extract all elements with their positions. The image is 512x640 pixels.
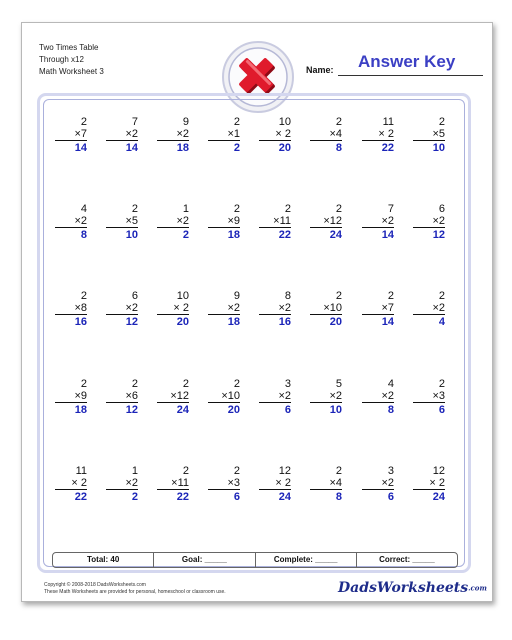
problem-multiplicand: 10 (278, 116, 291, 128)
problem-answer: 6 (438, 404, 445, 416)
problem-answer: 10 (432, 142, 445, 154)
problem-multiplicand: 7 (387, 203, 394, 215)
problem-multiplicand: 9 (182, 116, 189, 128)
problem-item (310, 465, 342, 503)
problem-multiplier: × 2 (259, 128, 291, 141)
problem-multiplicand: 2 (335, 465, 342, 477)
problem-multiplier: ×2 (259, 302, 291, 315)
problem-answer: 2 (131, 491, 138, 503)
problem-answer: 14 (125, 142, 138, 154)
problem-item (259, 378, 291, 416)
problem-multiplier: ×12 (157, 390, 189, 403)
problem-item (157, 290, 189, 328)
problem-answer: 18 (176, 142, 189, 154)
problem-item (208, 290, 240, 328)
problem-answer: 16 (278, 316, 291, 328)
problem-answer: 22 (74, 491, 87, 503)
problem-multiplicand: 2 (233, 465, 240, 477)
problem-multiplicand: 2 (80, 378, 87, 390)
problem-item (413, 378, 445, 416)
problem-multiplier: ×6 (106, 390, 138, 403)
problem-answer: 12 (432, 229, 445, 241)
problem-answer: 22 (381, 142, 394, 154)
name-label: Name: (306, 65, 334, 75)
problem-multiplicand: 2 (387, 290, 394, 302)
problem-multiplicand: 12 (432, 465, 445, 477)
problem-multiplier: ×2 (208, 302, 240, 315)
site-logo (338, 580, 487, 596)
problem-item (55, 290, 87, 328)
problem-item (106, 203, 138, 241)
problem-multiplicand: 6 (438, 203, 445, 215)
problem-multiplicand: 4 (80, 203, 87, 215)
problem-multiplier: ×2 (55, 215, 87, 228)
problem-item (157, 116, 189, 154)
problem-multiplicand: 2 (182, 378, 189, 390)
usage-note: These Math Worksheets are provided for personal, homeschool or classroom use. (44, 589, 226, 595)
problem-multiplicand: 2 (335, 203, 342, 215)
problem-multiplier: ×9 (208, 215, 240, 228)
problem-item (362, 116, 394, 154)
problem-answer: 18 (227, 316, 240, 328)
problem-item (55, 116, 87, 154)
title-line-1: Two Times Table (39, 43, 99, 52)
problem-multiplicand: 3 (387, 465, 394, 477)
problem-answer: 4 (438, 316, 445, 328)
problem-answer: 2 (233, 142, 240, 154)
problem-item (413, 203, 445, 241)
problem-multiplier: ×2 (362, 390, 394, 403)
logo-main: DadsWorksheets (338, 580, 469, 596)
goal-field: Goal: _____ (154, 553, 255, 567)
problem-answer: 22 (176, 491, 189, 503)
problem-answer: 2 (182, 229, 189, 241)
problem-item (413, 116, 445, 154)
problem-multiplicand: 2 (284, 203, 291, 215)
problem-multiplicand: 2 (335, 116, 342, 128)
problem-answer: 14 (381, 229, 394, 241)
problem-multiplier: ×5 (413, 128, 445, 141)
complete-field: Complete: _____ (256, 553, 357, 567)
problem-answer: 24 (176, 404, 189, 416)
problem-item (106, 378, 138, 416)
totals-bar (52, 552, 458, 568)
problem-multiplicand: 2 (182, 465, 189, 477)
problem-answer: 12 (125, 404, 138, 416)
problem-item (413, 290, 445, 328)
problem-answer: 24 (432, 491, 445, 503)
problem-item (106, 465, 138, 503)
problem-multiplier: ×11 (157, 477, 189, 490)
problem-item (106, 116, 138, 154)
problem-multiplicand: 2 (131, 203, 138, 215)
problem-multiplier: × 2 (413, 477, 445, 490)
problem-item (208, 378, 240, 416)
problem-multiplicand: 2 (80, 116, 87, 128)
problem-item (413, 465, 445, 503)
problem-answer: 20 (329, 316, 342, 328)
footer-copyright (44, 582, 226, 596)
problem-multiplier: ×2 (106, 128, 138, 141)
problem-item (208, 116, 240, 154)
correct-field: Correct: _____ (379, 555, 435, 564)
problem-answer: 10 (329, 404, 342, 416)
total-count: Total: 40 (53, 553, 154, 567)
problem-multiplicand: 1 (131, 465, 138, 477)
problem-multiplier: ×7 (55, 128, 87, 141)
problem-answer: 6 (387, 491, 394, 503)
problem-multiplier: ×2 (362, 477, 394, 490)
problem-item (208, 203, 240, 241)
problem-multiplicand: 2 (131, 378, 138, 390)
problem-multiplicand: 2 (80, 290, 87, 302)
problem-multiplier: ×3 (413, 390, 445, 403)
problem-item (55, 378, 87, 416)
answer-key-heading: Answer Key (358, 52, 456, 71)
problem-item (362, 378, 394, 416)
problem-multiplier: ×3 (208, 477, 240, 490)
problem-item (362, 290, 394, 328)
problem-multiplier: ×2 (157, 215, 189, 228)
problem-multiplier: ×7 (362, 302, 394, 315)
problem-answer: 24 (329, 229, 342, 241)
problem-item (55, 465, 87, 503)
problem-answer: 6 (284, 404, 291, 416)
problem-item (259, 465, 291, 503)
problem-answer: 24 (278, 491, 291, 503)
problem-multiplier: ×4 (310, 477, 342, 490)
problem-answer: 8 (335, 491, 342, 503)
problem-multiplicand: 7 (131, 116, 138, 128)
problem-item (310, 203, 342, 241)
problem-multiplier: ×2 (413, 302, 445, 315)
problem-item (157, 203, 189, 241)
problem-answer: 12 (125, 316, 138, 328)
problem-answer: 8 (80, 229, 87, 241)
problem-answer: 16 (74, 316, 87, 328)
problem-answer: 10 (125, 229, 138, 241)
problem-multiplier: ×2 (106, 302, 138, 315)
problem-multiplicand: 2 (438, 290, 445, 302)
problem-multiplier: × 2 (259, 477, 291, 490)
problem-item (55, 203, 87, 241)
problem-multiplier: ×12 (310, 215, 342, 228)
problem-multiplier: ×2 (259, 390, 291, 403)
copyright-text: Copyright © 2008-2018 DadsWorksheets.com (44, 582, 146, 588)
problem-multiplier: ×2 (413, 215, 445, 228)
problem-multiplicand: 2 (438, 378, 445, 390)
problem-multiplicand: 8 (284, 290, 291, 302)
problem-answer: 8 (387, 404, 394, 416)
problem-answer: 20 (176, 316, 189, 328)
problem-item (310, 378, 342, 416)
problem-multiplier: ×10 (310, 302, 342, 315)
problem-multiplicand: 11 (382, 116, 394, 128)
problem-multiplicand: 2 (233, 116, 240, 128)
logo-suffix: .com (468, 583, 487, 593)
problem-item (362, 203, 394, 241)
problem-multiplier: ×2 (106, 477, 138, 490)
problem-multiplicand: 12 (278, 465, 291, 477)
problem-multiplier: ×2 (362, 215, 394, 228)
problem-multiplicand: 3 (284, 378, 291, 390)
problem-multiplier: ×4 (310, 128, 342, 141)
problem-item (259, 203, 291, 241)
problem-multiplicand: 2 (335, 290, 342, 302)
problem-answer: 18 (227, 229, 240, 241)
problem-multiplier: × 2 (157, 302, 189, 315)
problem-multiplicand: 9 (233, 290, 240, 302)
problem-multiplicand: 11 (75, 465, 87, 477)
problem-item (310, 116, 342, 154)
problem-item (157, 378, 189, 416)
problem-answer: 8 (335, 142, 342, 154)
problem-item (362, 465, 394, 503)
problem-multiplier: × 2 (55, 477, 87, 490)
problem-item (259, 116, 291, 154)
problem-multiplier: ×2 (310, 390, 342, 403)
problem-multiplier: ×1 (208, 128, 240, 141)
problem-multiplicand: 2 (233, 203, 240, 215)
problem-multiplicand: 2 (438, 116, 445, 128)
problem-multiplicand: 10 (176, 290, 189, 302)
problem-multiplier: ×9 (55, 390, 87, 403)
problem-multiplier: ×11 (259, 215, 291, 228)
problem-answer: 14 (74, 142, 87, 154)
problem-multiplicand: 4 (387, 378, 394, 390)
title-line-3: Math Worksheet 3 (39, 67, 104, 76)
problem-answer: 22 (278, 229, 291, 241)
problem-multiplicand: 5 (335, 378, 342, 390)
problem-item (208, 465, 240, 503)
title-line-2: Through x12 (39, 55, 84, 64)
problem-item (106, 290, 138, 328)
problem-multiplier: ×5 (106, 215, 138, 228)
problem-multiplicand: 2 (233, 378, 240, 390)
problem-item (157, 465, 189, 503)
problem-multiplier: × 2 (362, 128, 394, 141)
problem-multiplier: ×2 (157, 128, 189, 141)
problem-multiplicand: 6 (131, 290, 138, 302)
problem-answer: 6 (233, 491, 240, 503)
problem-answer: 20 (227, 404, 240, 416)
problem-multiplier: ×10 (208, 390, 240, 403)
problem-item (259, 290, 291, 328)
problem-item (310, 290, 342, 328)
problem-multiplicand: 1 (182, 203, 189, 215)
problem-answer: 20 (278, 142, 291, 154)
problem-answer: 18 (74, 404, 87, 416)
problem-answer: 14 (381, 316, 394, 328)
problem-multiplier: ×8 (55, 302, 87, 315)
